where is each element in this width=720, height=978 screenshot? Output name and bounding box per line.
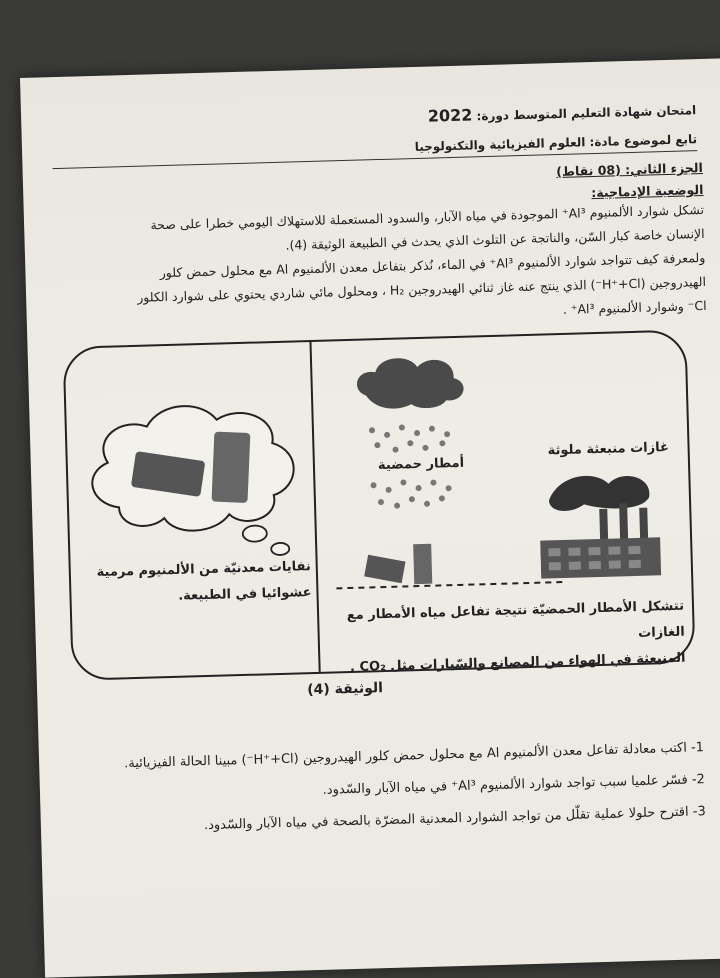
exam-title: امتحان شهادة التعليم المتوسط دورة: 2022 (427, 103, 697, 126)
rain-cloud-icon (345, 347, 480, 521)
situation-line-2: الإنسان خاصة كبار السّن، والناتجة عن التلوث الذي يحدث في الطبيعة الوثيقة (4). (285, 225, 705, 253)
acid-rain-caption: تتشكل الأمطار الحمضيّة نتيجة تفاعل مياه الأمطار مع الغازات المنبعثة في الهواء من المصانع والسّيارات مثل CO₂ . (346, 598, 686, 676)
thought-cloud-illustration (76, 382, 321, 569)
situation-line-5: Cl⁻ وشوارد الألمنيوم Al³⁺ . (562, 297, 707, 317)
situation-line-4: الهيدروجين (H⁺+Cl⁻) الذي ينتج عنه غاز ثنائي الهيدروجين H₂ ، ومحلول مائي شاردي يحتوي على شوارد الكلور (137, 273, 707, 305)
question-1: 1- اكتب معادلة تفاعل معدن الألمنيوم Al مع محلول حمض كلور الهيدروجين (H⁺+Cl⁻) مبينا الحالة الفيزيائية. (123, 740, 705, 772)
polluting-gases-label: غازات منبعثة ملوثة (547, 440, 670, 459)
exam-paper (20, 58, 720, 978)
document-title: الوثيقة (4) (306, 680, 384, 699)
ground-cans-illustration (335, 535, 567, 601)
exam-year: 2022 (427, 105, 473, 126)
document-4-frame (63, 329, 696, 680)
situation-line-3: ولمعرفة كيف تتواجد شوارد الألمنيوم Al³⁺ في الماء، نُذكر بتفاعل معدن الألمنيوم Al مع محلول حمض كلور (159, 249, 706, 281)
situation-title: الوضعية الإدماجية: (591, 181, 704, 201)
part-title: الجزء الثاني: (08 نقاط) (556, 159, 703, 180)
question-3: 3- اقترح حلولا عملية تقلّل من تواجد الشوارد المعدنية المضرّة بالصحة في مياه الآبار والسّدود. (203, 804, 706, 834)
exam-header (51, 99, 697, 169)
question-2: 2- فسّر علميا سبب تواجد شوارد الألمنيوم Al³⁺ في مياه الآبار والسّدود. (322, 772, 706, 798)
situation-line-1: تشكل شوارد الألمنيوم Al³⁺ الموجودة في مياه الآبار، والسدود المستعملة للاستهلاك اليومي خطرا على صحة (150, 201, 705, 233)
acid-rain-label: أمطار حمضية (377, 455, 465, 474)
subject-line: تابع لموضوع مادة: العلوم الفيزيائية والتكنولوجيا (414, 132, 698, 155)
metal-waste-caption: نفايات معدنيّة من الألمنيوم مرمية عشوائيا في الطبيعة. (96, 559, 312, 604)
